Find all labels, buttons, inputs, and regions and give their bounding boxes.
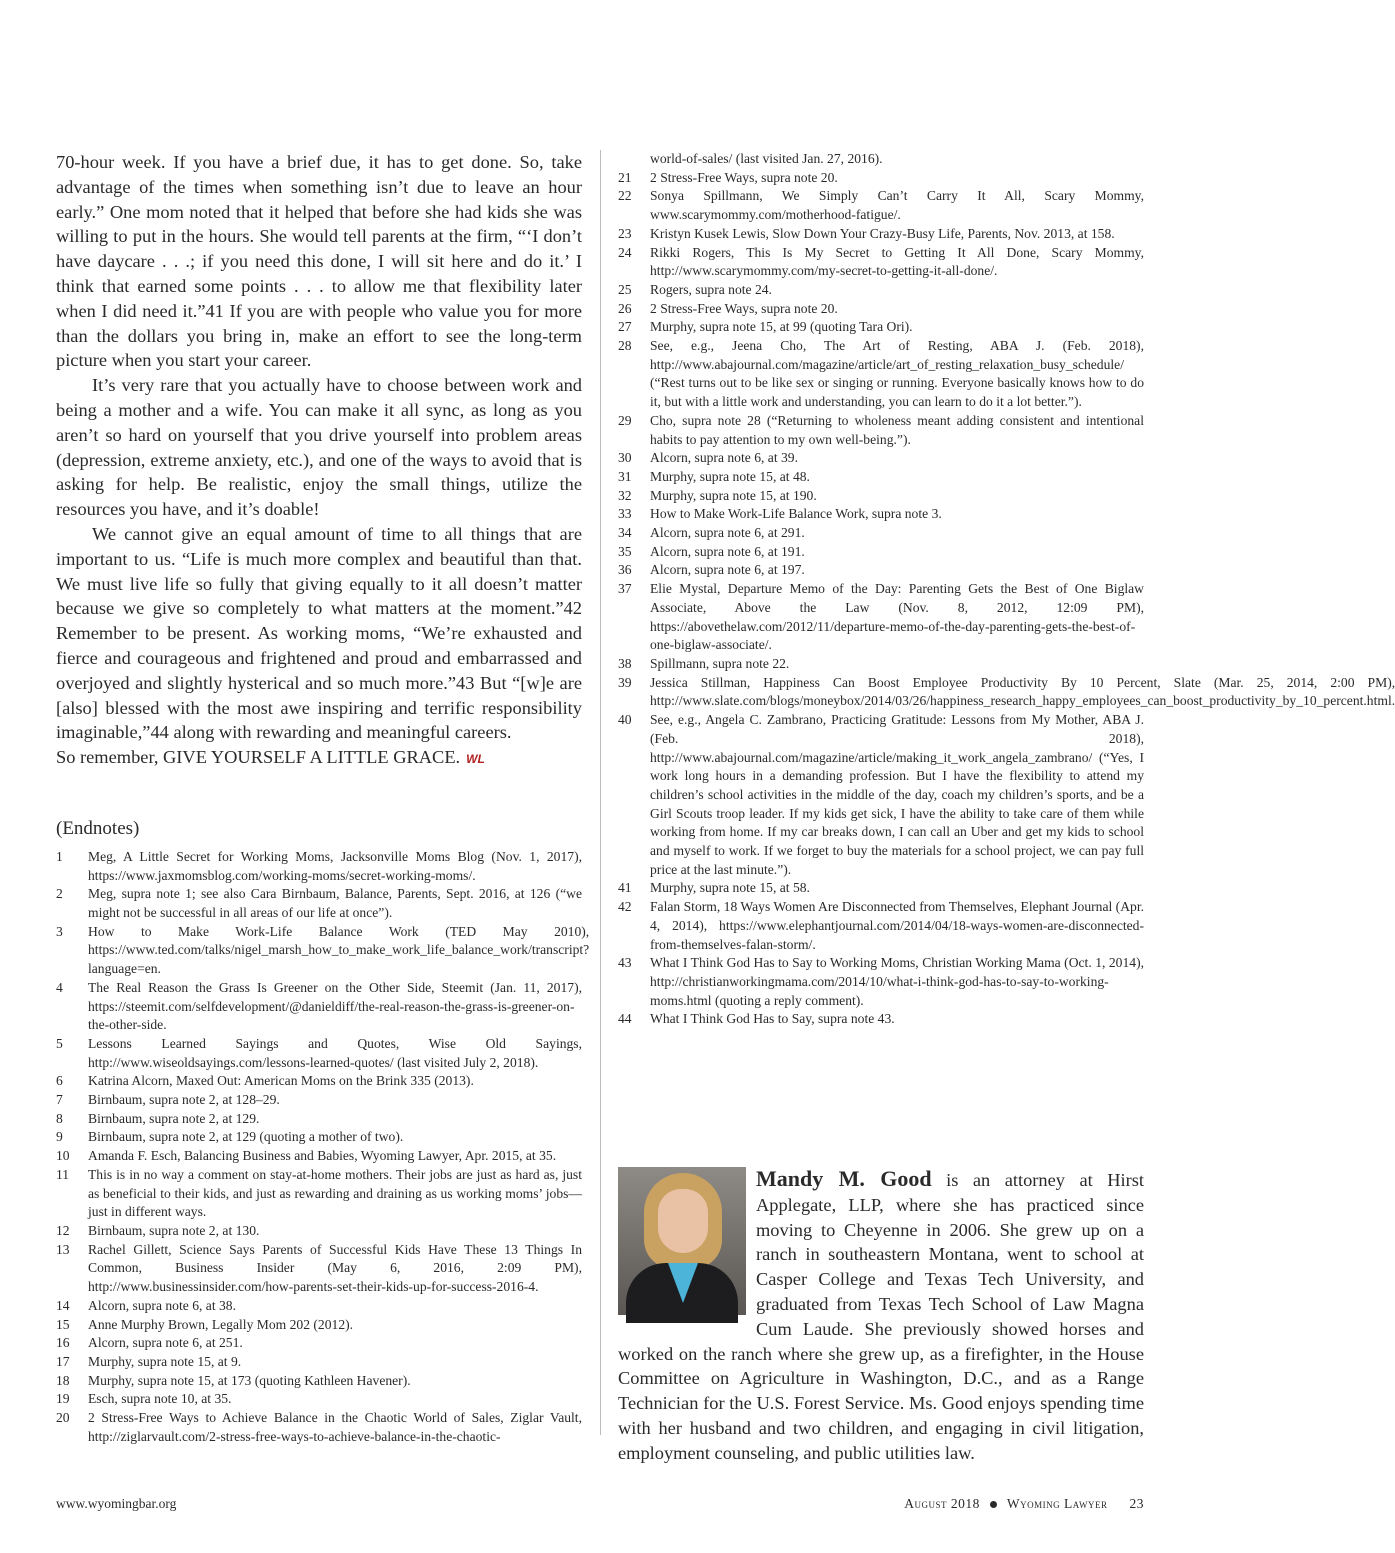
endnote-text: See, e.g., Angela C. Zambrano, Practicing Gratitude: Lessons from My Mother, ABA J. (Feb. 2018), http://www.abajournal.com/magazine/article/making_it_work_angela_zambrano/ (“Yes, I work long hours in a demanding profession. But I have the flexibility to attend my children’s school activities in the middle of the day, coach my children’s sports, and be a Girl Scouts troop leader. If my kids get sick, I have the ability to take care of them while working from home. If my car breaks down, I can call an Uber and get my kids to school and myself to work. If we forget to buy the materials for a school project, we can pay full price at the last minute.”). [650,712,1144,877]
endnote-text: 2 Stress-Free Ways to Achieve Balance in the Chaotic World of Sales, Ziglar Vault, http://ziglarvault.com/2-stress-free-ways-to-achieve-balance-in-the-chaotic- [88,1410,582,1444]
endnote-number: 34 [618,525,632,541]
endnote-text: 2 Stress-Free Ways, supra note 20. [650,169,838,185]
endnote-item [56,1166,582,1222]
endnote-number: 38 [618,655,632,671]
endnote-text: Kristyn Kusek Lewis, Slow Down Your Crazy-Busy Life, Parents, Nov. 2013, at 158. [650,225,1115,241]
endnote-number: 2 [56,886,63,902]
endnote-number: 42 [618,899,632,915]
endnote-item [618,543,1144,562]
endnote-text: Murphy, supra note 15, at 190. [650,487,817,503]
endnote-item [56,979,582,1035]
endnote-item [618,655,1144,674]
endnote-item [618,580,1144,655]
endnote-text: Meg, supra note 1; see also Cara Birnbaum, Balance, Parents, Sept. 2016, at 126 (“we might not be successful in all areas of our life at once”). [88,886,582,921]
endnote-number: 11 [56,1166,70,1182]
endnote-text: Amanda F. Esch, Balancing Business and Babies, Wyoming Lawyer, Apr. 2015, at 35. [88,1148,557,1164]
endnote-item [56,1316,582,1335]
endnote-text: Birnbaum, supra note 2, at 129. [88,1110,260,1126]
endnote-text: Murphy, supra note 15, at 48. [650,468,810,484]
endnote-item [56,1241,582,1297]
endnote-item [56,1409,582,1446]
endnote-item [56,1110,582,1129]
endnote-text: Alcorn, supra note 6, at 191. [650,543,805,559]
endnote-text: Anne Murphy Brown, Legally Mom 202 (2012). [88,1316,354,1332]
endnote-text: Cho, supra note 28 (“Returning to wholeness meant adding consistent and intentional habits to pay attention to my own well-being.”). [650,412,1144,447]
end-mark: WL [466,752,485,767]
author-bio [618,1167,1144,1466]
endnote-item [56,848,582,885]
endnote-number: 15 [56,1316,70,1332]
endnote-continuation-text: world-of-sales/ (last visited Jan. 27, 2016). [650,151,883,166]
footer-publication: Wyoming Lawyer [1006,1496,1108,1511]
endnote-number: 43 [618,955,632,971]
endnote-text: Alcorn, supra note 6, at 39. [650,450,798,466]
right-column [618,150,1395,1029]
endnote-number: 7 [56,1092,63,1108]
endnote-text: The Real Reason the Grass Is Greener on the Other Side, Steemit (Jan. 11, 2017), https://steemit.com/selfdevelopment/@danieldiff/the-real-reason-the-grass-is-greener-on-the-other-side. [88,979,582,1033]
endnote-item [56,1072,582,1091]
endnote-item [56,1372,582,1391]
bullet-icon [990,1501,997,1508]
endnote-item [56,1222,582,1241]
closing-text: So remember, GIVE YOURSELF A LITTLE GRACE. [56,747,461,768]
endnotes-list-right [618,169,1395,1029]
endnote-text: Alcorn, supra note 6, at 197. [650,562,805,578]
body-paragraph-1: 70-hour week. If you have a brief due, it has to get done. So, take advantage of the times when something isn’t due to leave an hour early.” One mom noted that it helped that before she had kids she was willing to put in the hours. She would tell parents at the firm, “‘I don’t have daycare . . .; if you need this done, I will sit here and do it.’ I think that earned some points . . . to allow me that flexibility later when I did need it.”41 If you are with people who value you for more than the dollars you bring in, make an effort to see the long-term picture when you start your career. [56,152,582,371]
endnote-item [56,923,590,979]
endnote-item [618,468,1144,487]
endnote-number: 8 [56,1110,63,1126]
endnote-item [618,169,1144,188]
endnote-text: Rachel Gillett, Science Says Parents of Successful Kids Have These 13 Things In Common, Business Insider (May 6, 2016, 2:09 PM), http://www.businessinsider.com/how-parents-set-their-kids-up-for-success-2016-4. [88,1241,582,1295]
endnote-item [618,225,1144,244]
endnote-item [618,300,1144,319]
column-divider [600,150,601,1435]
endnote-item [56,885,582,922]
endnote-text: Elie Mystal, Departure Memo of the Day: Parenting Gets the Best of One Biglaw Associate, Above the Law (Nov. 8, 2012, 12:09 PM), https://abovethelaw.com/2012/11/departure-memo-of-the-day-parenting-gets-the-best-of-one-biglaw-associate/. [650,581,1144,653]
endnote-text: Alcorn, supra note 6, at 38. [88,1297,236,1313]
endnotes-list-left [56,848,590,1447]
endnote-item [618,244,1144,281]
endnote-number: 16 [56,1335,70,1351]
endnote-number: 30 [618,450,632,466]
left-column [56,150,590,1446]
endnote-number: 44 [618,1011,632,1027]
endnote-number: 20 [56,1410,70,1426]
endnote-item [56,1334,582,1353]
endnote-number: 10 [56,1148,70,1164]
endnote-text: Lessons Learned Sayings and Quotes, Wise Old Sayings, http://www.wiseoldsayings.com/lessons-learned-quotes/ (last visited July 2, 2018). [88,1035,582,1070]
author-name: Mandy M. Good [756,1166,932,1191]
endnote-text: 2 Stress-Free Ways, supra note 20. [650,300,838,316]
endnote-text: Alcorn, supra note 6, at 251. [88,1335,243,1351]
endnote-text: Katrina Alcorn, Maxed Out: American Moms on the Brink 335 (2013). [88,1073,474,1089]
endnote-item [618,1010,1144,1029]
endnote-number: 3 [56,923,63,939]
endnote-number: 32 [618,487,632,503]
endnote-number: 29 [618,412,632,428]
endnote-number: 13 [56,1241,70,1257]
endnote-number: 40 [618,712,632,728]
endnote-text: Jessica Stillman, Happiness Can Boost Employee Productivity By 10 Percent, Slate (Mar. 25, 2014, 2:00 PM), http://www.slate.com/blogs/moneybox/2014/03/26/happiness_research_happy_employees_can_boost_productivity_by_10_percent.html. [650,674,1395,709]
endnote-item [618,898,1144,954]
endnote-item [618,337,1144,412]
endnote-number: 12 [56,1222,70,1238]
endnote-text: This is in no way a comment on stay-at-home mothers. Their jobs are just as hard as, just as beneficial to their kids, and just as rewarding and draining as us working moms’ jobs—just in different ways. [88,1166,582,1220]
endnote-item [618,412,1144,449]
endnote-number: 5 [56,1035,63,1051]
endnote-text: What I Think God Has to Say, supra note 43. [650,1011,895,1027]
endnote-number: 18 [56,1372,70,1388]
endnote-text: Spillmann, supra note 22. [650,655,790,671]
endnote-item [56,1128,582,1147]
endnote-text: See, e.g., Jeena Cho, The Art of Resting, ABA J. (Feb. 2018), http://www.abajournal.com/magazine/article/art_of_resting_relaxation_busy_schedule/ (“Rest turns out to be like sex or singing or running. Everyone basically knows how to do it, but with a little work and understanding, you can learn to do it a lot better.”). [650,338,1144,410]
endnote-number: 27 [618,319,632,335]
endnote-number: 24 [618,244,632,260]
body-paragraph-2: It’s very rare that you actually have to choose between work and being a mother and a wife. You can make it all sync, as long as you aren’t so hard on yourself that you drive yourself into problem areas (depression, extreme anxiety, etc.), and one of the ways to avoid that is asking for help. Be realistic, enjoy the small things, utilize the resources you have, and it’s doable! [56,375,582,520]
endnote-text: What I Think God Has to Say to Working Moms, Christian Working Mama (Oct. 1, 2014), http://christianworkingmama.com/2014/10/what-i-think-god-has-to-say-to-working-moms.html (quoting a reply comment). [650,955,1144,1008]
endnote-number: 22 [618,188,632,204]
endnote-number: 26 [618,300,632,316]
endnote-text: Murphy, supra note 15, at 58. [650,880,810,896]
endnote-item [56,1353,582,1372]
endnote-number: 25 [618,281,632,297]
endnote-number: 14 [56,1297,70,1313]
endnote-text: Esch, supra note 10, at 35. [88,1391,232,1407]
endnote-item [618,487,1144,506]
endnote-text: Rogers, supra note 24. [650,281,772,297]
endnote-item [618,524,1144,543]
endnote-text: How to Make Work-Life Balance Work, supra note 3. [650,506,942,522]
author-bio-body: is an attorney at Hirst Applegate, LLP, where she has practiced since moving to Cheyenne in 2006. She grew up on a ranch in southeastern Montana, went to school at Casper College and Texas Tech University, and graduated from Texas Tech School of Law Magna Cum Laude. She previously showed horses and worked on the ranch where she grew up, as a firefighter, in the House Committee on Agriculture in Washington, D.C., and as a Range Technician for the U.S. Forest Service. Ms. Good enjoys spending time with her husband and two children, and engaging in civil litigation, employment counseling, and public utilities law. [618,1170,1144,1463]
endnote-text: Rikki Rogers, This Is My Secret to Getting It All Done, Scary Mommy, http://www.scarymommy.com/my-secret-to-getting-it-all-done/. [650,244,1144,279]
footer-issue: August 2018 [904,1496,980,1511]
endnote-text: Birnbaum, supra note 2, at 128–29. [88,1092,280,1108]
endnote-text: Murphy, supra note 15, at 173 (quoting Kathleen Havener). [88,1372,411,1388]
endnote-number: 4 [56,979,63,995]
endnote-item [56,1390,582,1409]
endnote-item [618,449,1144,468]
endnote-number: 35 [618,543,632,559]
endnote-number: 9 [56,1129,63,1145]
endnote-item [618,711,1144,879]
endnote-number: 36 [618,562,632,578]
endnote-item [56,1147,582,1166]
endnote-number: 37 [618,581,632,597]
endnote-text: Meg, A Little Secret for Working Moms, Jacksonville Moms Blog (Nov. 1, 2017), https://www.jaxmomsblog.com/working-moms/secret-working-moms/. [88,848,582,883]
endnote-text: How to Make Work-Life Balance Work (TED May 2010), https://www.ted.com/talks/nigel_marsh_how_to_make_work_life_balance_work/transcript?language=en. [88,923,590,977]
endnote-item [618,318,1144,337]
endnote-number: 1 [56,848,63,864]
endnote-item [56,1091,582,1110]
endnote-number: 39 [618,674,632,690]
footer-website[interactable]: www.wyomingbar.org [56,1496,177,1511]
endnote-text: Alcorn, supra note 6, at 291. [650,525,805,541]
endnote-number: 6 [56,1073,63,1089]
endnote-text: Birnbaum, supra note 2, at 129 (quoting a mother of two). [88,1129,404,1145]
endnote-item [56,1035,582,1072]
endnote-item [618,505,1144,524]
endnotes-heading: (Endnotes) [56,817,140,839]
endnote-number: 41 [618,880,632,896]
endnote-number: 33 [618,506,632,522]
endnote-number: 17 [56,1353,70,1369]
endnote-item [618,561,1144,580]
endnote-text: Murphy, supra note 15, at 99 (quoting Tara Ori). [650,319,913,335]
endnote-text: Birnbaum, supra note 2, at 130. [88,1222,260,1238]
endnote-text: Falan Storm, 18 Ways Women Are Disconnected from Themselves, Elephant Journal (Apr. 4, 2014), https://www.elephantjournal.com/2014/04/18-ways-women-are-disconnected-from-themselves-falan-storm/. [650,899,1144,952]
page-number: 23 [1129,1496,1144,1511]
endnote-item [618,674,1395,711]
endnote-item [618,187,1144,224]
endnote-continuation [618,150,1144,169]
author-photo [618,1167,746,1315]
endnote-text: Sonya Spillmann, We Simply Can’t Carry It All, Scary Mommy, www.scarymommy.com/motherhood-fatigue/. [650,188,1144,223]
endnote-item [618,879,1144,898]
endnote-item [618,281,1144,300]
closing-line [56,745,582,772]
endnote-number: 31 [618,468,632,484]
endnote-text: Murphy, supra note 15, at 9. [88,1353,242,1369]
endnote-number: 21 [618,169,632,185]
endnote-number: 19 [56,1391,70,1407]
endnote-number: 23 [618,225,632,241]
footer-right [904,1496,1144,1512]
endnote-item [618,954,1144,1010]
body-paragraph-3: We cannot give an equal amount of time to all things that are important to us. “Life is much more complex and beautiful than that. We must live life so fully that giving equally to it all doesn’t matter because we give so completely to what matters at the moment.”42 Remember to be present. As working moms, “We’re exhausted and fierce and courageous and frightened and proud and embarrassed and overjoyed and slightly hysterical and so much more.”43 But “[w]e are [also] blessed with the most awe inspiring and terrific responsibility imaginable,”44 along with rewarding and meaningful careers. [56,523,582,743]
endnote-item [56,1297,582,1316]
endnote-number: 28 [618,338,632,354]
